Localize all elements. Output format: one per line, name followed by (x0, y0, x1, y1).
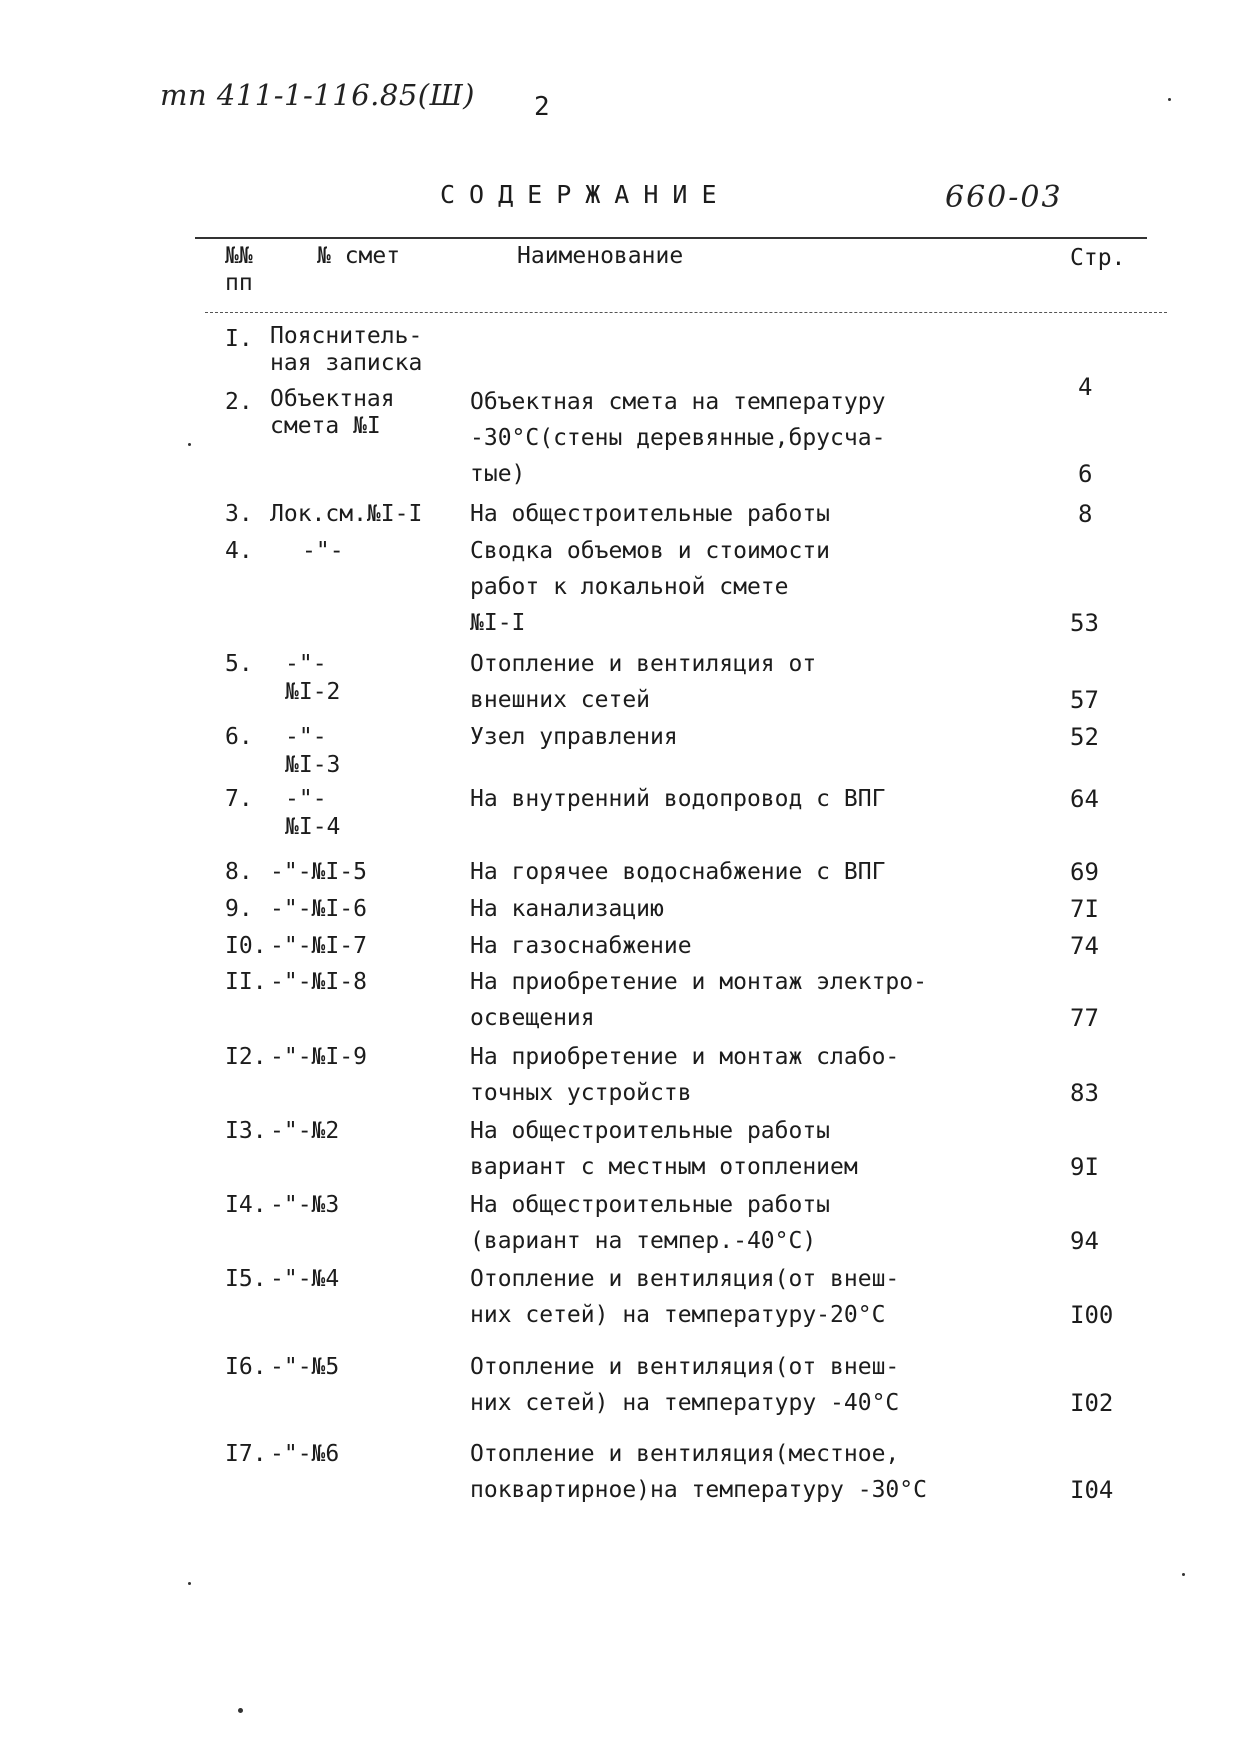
row-page: 94 (1070, 1227, 1099, 1255)
row-smeta: -"- №I-3 (285, 724, 341, 778)
row-page: 6 (1078, 460, 1093, 488)
row-smeta: -"-№I-6 (270, 896, 367, 922)
row-name: Отопление и вентиляция(от внеш- них сетей) на температуру-20°С (470, 1266, 900, 1328)
row-number: 4. (225, 538, 253, 564)
page-title: СОДЕРЖАНИЕ (440, 180, 731, 209)
row-name: На общестроительные работы (470, 501, 831, 527)
row-name: Объектная смета на температуру -30°С(стены деревянные,брусча- тые) (470, 389, 886, 487)
row-number: 2. (225, 389, 253, 415)
row-page: 83 (1070, 1079, 1099, 1107)
row-name: На приобретение и монтаж слабо- точных устройств (470, 1044, 900, 1106)
row-name: Отопление и вентиляция(от внеш- них сетей) на температуру -40°С (470, 1354, 900, 1416)
column-header-page: Стр. (1070, 245, 1126, 271)
row-smeta: Пояснитель- ная записка (270, 323, 423, 376)
row-page: 69 (1070, 858, 1099, 886)
row-page: I00 (1070, 1301, 1114, 1329)
row-name: На приобретение и монтаж электро- освещения (470, 969, 927, 1031)
row-page: I04 (1070, 1476, 1114, 1504)
scan-speck (188, 1582, 191, 1585)
row-smeta: -"- №I-4 (285, 786, 341, 840)
row-name: На внутренний водопровод с ВПГ (470, 786, 886, 812)
row-number: I6. (225, 1354, 267, 1380)
row-number: I. (225, 326, 253, 352)
row-number: I7. (225, 1441, 267, 1467)
row-smeta: Лок.см.№I-I (270, 501, 423, 527)
row-smeta: -"-№2 (270, 1118, 340, 1144)
scan-speck (1182, 1573, 1185, 1576)
row-smeta: -"- №I-2 (285, 651, 341, 705)
row-smeta: -"-№I-7 (270, 933, 367, 959)
row-number: 9. (225, 896, 253, 922)
row-name: На общестроительные работы вариант с местным отоплением (470, 1118, 858, 1180)
row-smeta: -"-№5 (270, 1354, 340, 1380)
row-page: 53 (1070, 609, 1099, 637)
column-header-smeta: № смет (317, 243, 401, 269)
row-smeta: -"-№I-8 (270, 969, 367, 995)
row-number: II. (225, 969, 267, 995)
row-number: 5. (225, 651, 253, 677)
row-number: I4. (225, 1192, 267, 1218)
row-number: 3. (225, 501, 253, 527)
row-number: 6. (225, 724, 253, 750)
row-number: 7. (225, 786, 253, 812)
row-smeta: -"-№I-5 (270, 859, 367, 885)
row-number: I5. (225, 1266, 267, 1292)
column-header-number: №№ пп (225, 243, 253, 296)
row-name: Сводка объемов и стоимости работ к локальной смете №I-I (470, 538, 831, 636)
scan-speck (188, 443, 191, 446)
row-name: На газоснабжение (470, 933, 692, 959)
row-page: 4 (1078, 373, 1093, 401)
row-page: 52 (1070, 723, 1099, 751)
row-smeta: -"-№3 (270, 1192, 340, 1218)
row-number: 8. (225, 859, 253, 885)
row-smeta: -"-№I-9 (270, 1044, 367, 1070)
row-page: 74 (1070, 932, 1099, 960)
scan-speck (1168, 98, 1171, 101)
row-page: 57 (1070, 686, 1099, 714)
document-code: тп 411-1-116.85(Ш) (160, 78, 475, 112)
row-smeta: -"-№6 (270, 1441, 340, 1467)
row-number: I0. (225, 933, 267, 959)
column-header-name: Наименование (517, 243, 684, 269)
row-smeta: -"-№4 (270, 1266, 340, 1292)
row-number: I3. (225, 1118, 267, 1144)
row-smeta: -"- (302, 538, 344, 564)
row-page: 8 (1078, 500, 1093, 528)
row-smeta: Объектная смета №I (270, 386, 395, 439)
row-name: На канализацию (470, 896, 664, 922)
row-page: 9I (1070, 1153, 1099, 1181)
row-page: 77 (1070, 1004, 1099, 1032)
archive-number: 660-03 (945, 180, 1063, 215)
row-name: На горячее водоснабжение с ВПГ (470, 859, 886, 885)
row-page: 64 (1070, 785, 1099, 813)
page-number: 2 (534, 92, 550, 122)
row-name: Узел управления (470, 724, 678, 750)
row-page: 7I (1070, 895, 1099, 923)
row-page: I02 (1070, 1389, 1114, 1417)
row-name: На общестроительные работы (вариант на темпер.-40°С) (470, 1192, 831, 1254)
row-name: Отопление и вентиляция от внешних сетей (470, 651, 817, 713)
row-name: Отопление и вентиляция(местное, поквартирное)на температуру -30°С (470, 1441, 927, 1503)
scan-speck (238, 1708, 243, 1713)
row-number: I2. (225, 1044, 267, 1070)
